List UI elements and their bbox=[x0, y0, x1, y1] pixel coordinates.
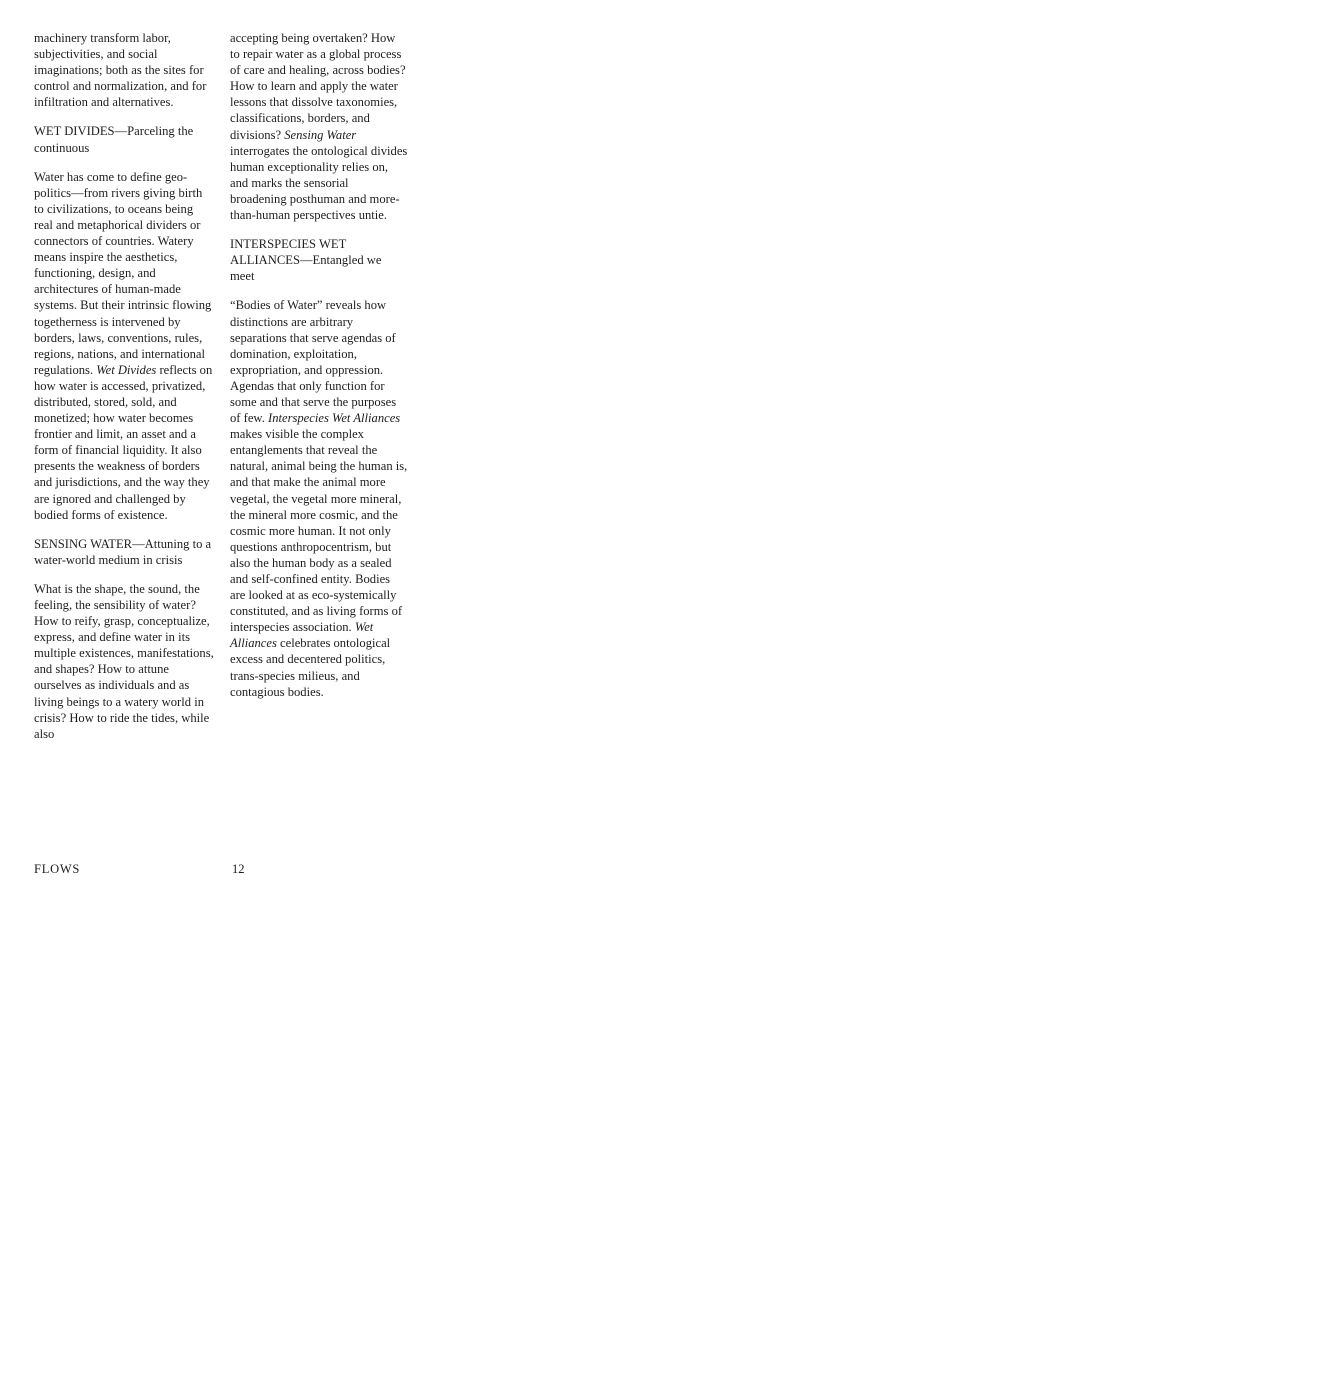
paragraph-bodies-of-water bbox=[230, 297, 408, 699]
paragraph-machinery: machinery transform labor, subjectivities, and social imaginations; both as the sites for control and normalization, and for infiltration and alternatives. bbox=[34, 31, 207, 110]
text-run: “Bodies of Water” reveals how distinctions are arbitrary separations that serve agendas of domination, exploitation, expropriation, and oppression. Agendas that only function for some and that serve the purposes of few. bbox=[230, 298, 397, 426]
text-run: interrogates the ontological divides human exceptionality relies on, and marks the sensorial broadening posthuman and more-than-human perspectives untie. bbox=[230, 143, 408, 223]
text-run: Water has come to define geo-politics—from rivers giving birth to civilizations, to oceans being real and metaphorical dividers or connectors of countries. Watery means inspire the aesthetics, functioning, design, and architectures of human-made systems. But their intrinsic flowing togetherness is intervened by borders, laws, conventions, rules, regions, nations, and international regulations. bbox=[34, 169, 212, 377]
left-footer-section-label: FLOWS bbox=[34, 862, 81, 876]
text-run: makes visible the complex entanglements that reveal the natural, animal being the human is, and that make the animal more vegetal, the vegetal more mineral, the mineral more cosmic, and the cosmic more human. It not only questions anthropocentrism, but also the human body as a sealed and self-confined entity. Bodies are looked at as eco-systemically constituted, and as living forms of interspecies association. bbox=[230, 427, 408, 635]
left-page bbox=[0, 0, 667, 913]
text-run: celebrates ontological excess and decentered politics, trans-species milieus, and contagious bodies. bbox=[230, 636, 391, 699]
heading-sensing-water: SENSING WATER—Attuning to a water-world medium in crisis bbox=[34, 536, 212, 567]
paragraph-accepting-overtaken bbox=[230, 30, 408, 223]
title-wet-divides: Wet Divides bbox=[96, 362, 157, 377]
paragraph-shape-sound: What is the shape, the sound, the feeling, the sensibility of water? How to reify, grasp, conceptualize, express, and define water in its multiple existences, manifestations, and shapes? How to attune ourselves as individuals and as living beings to a watery world in crisis? How to ride the tides, while also bbox=[34, 581, 214, 741]
heading-interspecies-wet-alliances: INTERSPECIES WET ALLIANCES—Entangled we meet bbox=[230, 237, 382, 284]
title-interspecies-wet-alliances: Interspecies Wet Alliances bbox=[268, 411, 401, 426]
heading-wet-divides: WET DIVIDES—Parceling the continuous bbox=[34, 124, 194, 155]
left-page-number: 12 bbox=[232, 862, 245, 876]
right-page bbox=[667, 0, 1334, 913]
title-sensing-water: Sensing Water bbox=[284, 127, 357, 142]
left-column-1 bbox=[34, 30, 214, 742]
text-run: reflects on how water is accessed, privatized, distributed, stored, sold, and monetized; how water becomes frontier and limit, an asset and a form of financial liquidity. It also presents the weakness of borders and jurisdictions, and the way they are ignored and challenged by bodied forms of existence. bbox=[34, 362, 213, 522]
text-run: accepting being overtaken? How to repair water as a global process of care and healing, across bodies? How to learn and apply the water lessons that dissolve taxonomies, classifications, borders, and divisions? bbox=[230, 31, 406, 142]
title-wet-alliances: Wet Alliances bbox=[230, 620, 374, 651]
paragraph-water-geopolitics bbox=[34, 169, 214, 523]
left-column-2 bbox=[230, 30, 408, 700]
